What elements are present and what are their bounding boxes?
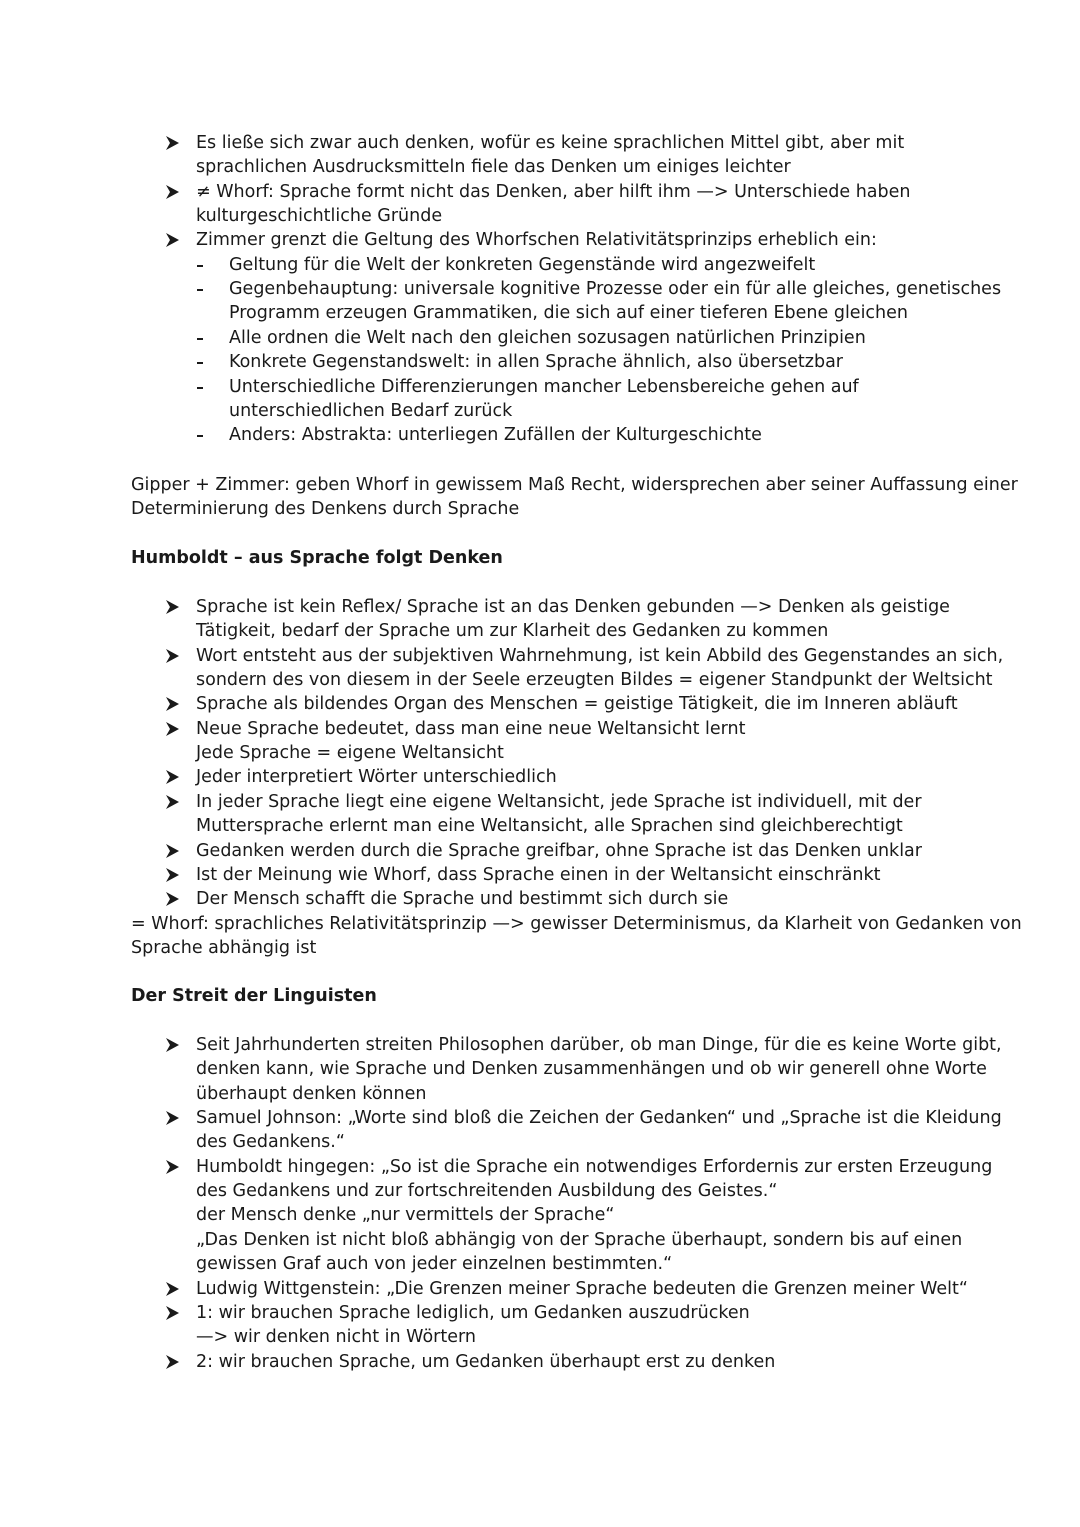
arrow-bullet-icon bbox=[164, 890, 182, 908]
text-line: Sprache als bildendes Organ des Menschen = geistige Tätigkeit, die im Inneren abläuft bbox=[196, 694, 958, 715]
text-line: —> wir denken nicht in Wörtern bbox=[196, 1327, 476, 1348]
arrow-bullet-icon bbox=[164, 231, 182, 249]
text-line: Zimmer grenzt die Geltung des Whorfschen Relativitätsprinzips erheblich ein: bbox=[196, 230, 877, 251]
text-line: Geltung für die Welt der konkreten Gegenstände wird angezweifelt bbox=[229, 254, 816, 275]
section-heading: Der Streit der Linguisten bbox=[131, 986, 377, 1006]
dash-bullet-icon bbox=[197, 387, 203, 389]
text-line: sprachlichen Ausdrucksmitteln fiele das Denken um einiges leichter bbox=[196, 157, 791, 178]
text-line: In jeder Sprache liegt eine eigene Weltansicht, jede Sprache ist individuell, mit der bbox=[196, 791, 922, 812]
text-line: Gegenbehauptung: universale kognitive Prozesse oder ein für alle gleiches, genetisches bbox=[229, 279, 1002, 300]
arrow-bullet-icon bbox=[164, 695, 182, 713]
text-line: ≠ Whorf: Sprache formt nicht das Denken, aber hilft ihm —> Unterschiede haben bbox=[196, 181, 911, 202]
text-line: des Gedankens.“ bbox=[196, 1132, 345, 1153]
arrow-bullet-icon bbox=[164, 793, 182, 811]
arrow-bullet-icon bbox=[164, 647, 182, 665]
text-line: Konkrete Gegenstandswelt: in allen Sprache ähnlich, also übersetzbar bbox=[229, 352, 844, 373]
text-line: Sprache abhängig ist bbox=[131, 937, 317, 958]
dash-bullet-icon bbox=[197, 338, 203, 340]
text-line: 2: wir brauchen Sprache, um Gedanken überhaupt erst zu denken bbox=[196, 1351, 776, 1372]
arrow-bullet-icon bbox=[164, 1158, 182, 1176]
text-line: Unterschiedliche Differenzierungen mancher Lebensbereiche gehen auf bbox=[229, 376, 859, 397]
text-line: Determinierung des Denkens durch Sprache bbox=[131, 499, 520, 520]
dash-bullet-icon bbox=[197, 435, 203, 437]
arrow-bullet-icon bbox=[164, 1353, 182, 1371]
text-line: Anders: Abstrakta: unterliegen Zufällen der Kulturgeschichte bbox=[229, 425, 762, 446]
dash-bullet-icon bbox=[197, 362, 203, 364]
text-line: Jeder interpretiert Wörter unterschiedlich bbox=[196, 767, 557, 788]
arrow-bullet-icon bbox=[164, 1036, 182, 1054]
text-line: Seit Jahrhunderten streiten Philosophen darüber, ob man Dinge, für die es keine Worte gibt, bbox=[196, 1035, 1002, 1055]
text-line: unterschiedlichen Bedarf zurück bbox=[229, 400, 513, 421]
arrow-bullet-icon bbox=[164, 768, 182, 786]
text-line: Wort entsteht aus der subjektiven Wahrnehmung, ist kein Abbild des Gegenstandes an sich, bbox=[196, 645, 1004, 666]
text-line: gewissen Graf auch von jeder einzelnen bestimmten.“ bbox=[196, 1254, 673, 1275]
arrow-bullet-icon bbox=[164, 842, 182, 860]
text-line: Ist der Meinung wie Whorf, dass Sprache einen in der Weltansicht einschränkt bbox=[196, 864, 881, 885]
arrow-bullet-icon bbox=[164, 1109, 182, 1127]
arrow-bullet-icon bbox=[164, 598, 182, 616]
text-line: Der Mensch schafft die Sprache und bestimmt sich durch sie bbox=[196, 889, 729, 910]
text-line: Ludwig Wittgenstein: „Die Grenzen meiner Sprache bedeuten die Grenzen meiner Welt“ bbox=[196, 1278, 968, 1299]
text-line: Jede Sprache = eigene Weltansicht bbox=[196, 743, 504, 764]
text-line: sondern des von diesem in der Seele erzeugten Bildes = eigener Standpunkt der Weltsicht bbox=[196, 670, 993, 691]
text-line: denken kann, wie Sprache und Denken zusammenhängen und ob wir generell ohne Worte bbox=[196, 1059, 987, 1080]
text-line: Es ließe sich zwar auch denken, wofür es keine sprachlichen Mittel gibt, aber mit bbox=[196, 133, 905, 153]
text-line: Alle ordnen die Welt nach den gleichen sozusagen natürlichen Prinzipien bbox=[229, 327, 866, 348]
text-line: „Das Denken ist nicht bloß abhängig von der Sprache überhaupt, sondern bis auf einen bbox=[196, 1229, 963, 1250]
text-line: der Mensch denke „nur vermittels der Sprache“ bbox=[196, 1205, 615, 1226]
text-line: überhaupt denken können bbox=[196, 1083, 427, 1104]
arrow-bullet-icon bbox=[164, 183, 182, 201]
arrow-bullet-icon bbox=[164, 1304, 182, 1322]
text-line: Neue Sprache bedeutet, dass man eine neue Weltansicht lernt bbox=[196, 718, 746, 739]
text-line: Sprache ist kein Reflex/ Sprache ist an das Denken gebunden —> Denken als geistige bbox=[196, 597, 950, 617]
text-line: 1: wir brauchen Sprache lediglich, um Gedanken auszudrücken bbox=[196, 1302, 750, 1323]
text-line: = Whorf: sprachliches Relativitätsprinzip —> gewisser Determinismus, da Klarheit von Gedanken von bbox=[131, 913, 1022, 934]
dash-bullet-icon bbox=[197, 289, 203, 291]
text-line: Gipper + Zimmer: geben Whorf in gewissem Maß Recht, widersprechen aber seiner Auffassung einer bbox=[131, 475, 1018, 495]
text-line: Programm erzeugen Grammatiken, die sich auf einer tieferen Ebene gleichen bbox=[229, 303, 909, 324]
text-line: Humboldt hingegen: „So ist die Sprache ein notwendiges Erfordernis zur ersten Erzeugung bbox=[196, 1156, 993, 1177]
arrow-bullet-icon bbox=[164, 866, 182, 884]
arrow-bullet-icon bbox=[164, 1280, 182, 1298]
dash-bullet-icon bbox=[197, 265, 203, 267]
arrow-bullet-icon bbox=[164, 134, 182, 152]
text-line: Muttersprache erlernt man eine Weltansicht, alle Sprachen sind gleichberechtigt bbox=[196, 816, 903, 837]
text-line: Gedanken werden durch die Sprache greifbar, ohne Sprache ist das Denken unklar bbox=[196, 840, 922, 861]
text-line: Tätigkeit, bedarf der Sprache um zur Klarheit des Gedanken zu kommen bbox=[196, 621, 829, 642]
text-line: des Gedankens und zur fortschreitenden Ausbildung des Geistes.“ bbox=[196, 1181, 778, 1202]
text-line: kulturgeschichtliche Gründe bbox=[196, 206, 443, 227]
section-heading: Humboldt – aus Sprache folgt Denken bbox=[131, 548, 503, 568]
arrow-bullet-icon bbox=[164, 720, 182, 738]
text-line: Samuel Johnson: „Worte sind bloß die Zeichen der Gedanken“ und „Sprache ist die Kleidung bbox=[196, 1108, 1002, 1129]
